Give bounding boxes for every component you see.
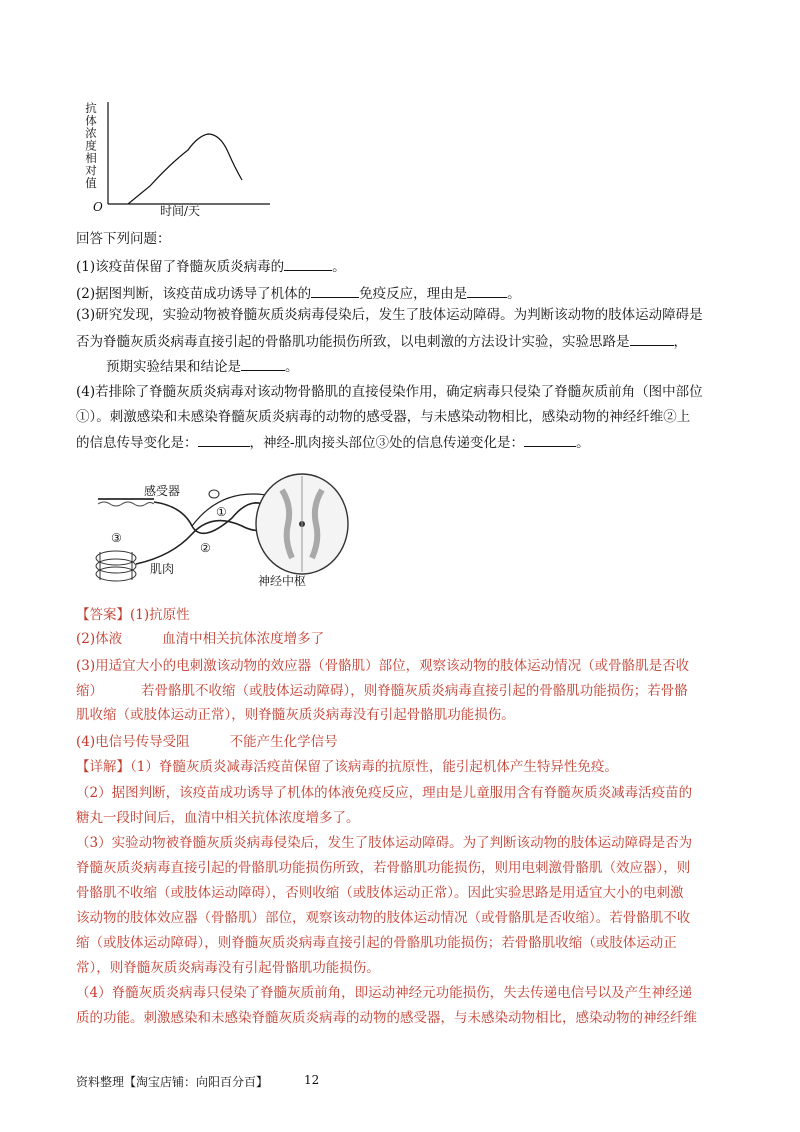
receptor-label: 感受器 [144, 484, 181, 498]
answer-1: 【答案】(1)抗原性 [76, 607, 190, 623]
spinal-cord-drawing [256, 474, 348, 574]
marker-1: ① [216, 505, 227, 519]
muscle-label: 肌肉 [150, 562, 175, 576]
intro-text: 回答下列问题： [76, 231, 171, 247]
question-3-line1: (3)研究发现，实验动物被脊髓灰质炎病毒侵染后，发生了肢体运动障碍。为判断该动物的肢体运动障碍是 [76, 307, 703, 323]
question-3-line2: 否为脊髓灰质炎病毒直接引起的骨骼肌功能损伤所致，以电刺激的方法设计实验，实验思路是 ， [76, 334, 687, 350]
reflex-arc-diagram [92, 466, 362, 586]
detail-p4-line1: （4）脊髓灰质炎病毒只侵染了脊髓灰质前角，即运动神经元功能损伤，失去传递电信号以及产生神经递 [76, 985, 693, 1001]
marker-3: ③ [111, 531, 122, 545]
question-4-line1: (4)若排除了脊髓灰质炎病毒对该动物骨骼肌的直接侵染作用，确定病毒只侵染了脊髓灰质前角（图中部位 [76, 384, 703, 400]
detail-p4-line2: 质的功能。刺激感染和未感染脊髓灰质炎病毒的动物的感受器，与未感染动物相比，感染动物的神经纤维 [76, 1010, 697, 1026]
graph-ylabel: 抗体浓度相对值 [84, 102, 98, 190]
question-1: (1)该疫苗保留了脊髓灰质炎病毒的 。 [76, 259, 346, 275]
detail-p3-line4: 该动物的肢体效应器（骨骼肌）部位，观察该动物的肢体运动情况（或骨骼肌是否收缩）。若骨骼肌不收 [76, 910, 691, 926]
center-label: 神经中枢 [258, 574, 307, 588]
detail-p3-line5: 缩（或肢体运动障碍），则脊髓灰质炎病毒直接引起的骨骼肌功能损伤；若骨骼肌收缩（或肢体运动正 [76, 935, 677, 951]
answer-3-line1: (3)用适宜大小的电刺激该动物的效应器（骨骼肌）部位，观察该动物的肢体运动情况（或骨骼肌是否收 [76, 658, 690, 674]
answer-4: (4)电信号传导受阻 不能产生化学信号 [76, 734, 338, 750]
detail-p3-line3: 骨骼肌不收缩（或肢体运动障碍），否则收缩（或肢体运动正常）。因此实验思路是用适宜大小的电刺激 [76, 885, 684, 901]
answer-3-line2: 缩） 若骨骼肌不收缩（或肢体运动障碍），则脊髓灰质炎病毒直接引起的骨骼肌功能损伤；若骨骼 [76, 683, 688, 699]
question-3-line3: 预期实验结果和结论是 。 [106, 359, 299, 375]
question-2: (2)据图判断，该疫苗成功诱导了机体的 免疫反应，理由是 。 [76, 286, 521, 302]
marker-2: ② [200, 541, 211, 555]
question-4-line2: ①）。刺激感染和未感染脊髓灰质炎病毒的动物的感受器，与未感染动物相比，感染动物的神经纤维②上 [76, 409, 691, 425]
antibody-curve [128, 134, 242, 204]
detail-p2-line1: （2）据图判断，该疫苗成功诱导了机体的体液免疫反应，理由是儿童服用含有脊髓灰质炎减毒活疫苗的 [76, 785, 693, 801]
question-4-line3: 的信息传导变化是： ，神经-肌肉接头部位③处的信息传递变化是： 。 [76, 435, 590, 451]
graph-origin: O [93, 200, 103, 214]
answer-3-line3: 肌收缩（或肢体运动正常），则脊髓灰质炎病毒没有引起骨骼肌功能损伤。 [76, 707, 515, 723]
graph-xlabel: 时间/天 [160, 204, 201, 218]
detail-p3-line6: 常），则脊髓灰质炎病毒没有引起骨骼肌功能损伤。 [76, 960, 380, 976]
muscle-drawing [96, 551, 136, 581]
detail-p2-line2: 糖丸一段时间后，血清中相关抗体浓度增多了。 [76, 810, 360, 826]
footer-source: 资料整理【淘宝店铺：向阳百分百】 [76, 1075, 269, 1089]
detail-p3-line1: （3）实验动物被脊髓灰质炎病毒侵染后，发生了肢体运动障碍。为了判断该动物的肢体运动障碍是否为 [76, 835, 693, 851]
page-number: 12 [304, 1073, 320, 1087]
detail-p3-line2: 脊髓灰质炎病毒直接引起的骨骼肌功能损伤所致，若骨骼肌功能损伤，则用电刺激骨骼肌（效应器），则 [76, 860, 691, 876]
detail-p1: 【详解】（1）脊髓灰质炎减毒活疫苗保留了该病毒的抗原性，能引起机体产生特异性免疫。 [76, 759, 618, 775]
answer-2: (2)体液 血清中相关抗体浓度增多了 [76, 631, 325, 647]
